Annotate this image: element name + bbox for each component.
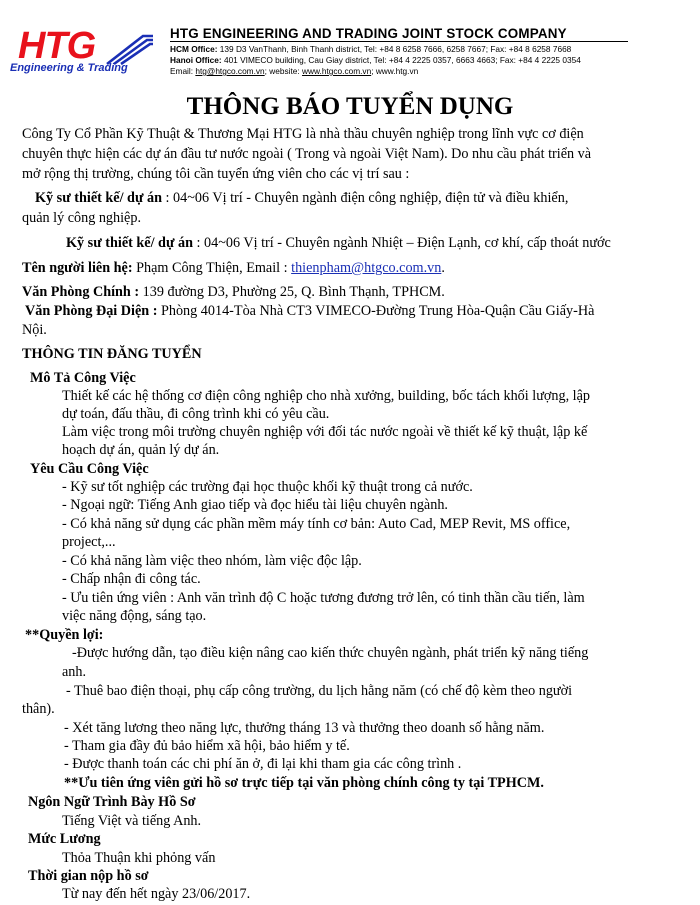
requirement-line: - Có khả năng làm việc theo nhóm, làm việc độc lập. xyxy=(62,553,362,569)
benefit-line: - Thuê bao điện thoại, phụ cấp công trường, du lịch hằng năm (có chế độ kèm theo người xyxy=(66,683,573,699)
contact-text: Phạm Công Thiện, Email : xyxy=(132,260,292,276)
benefit-line: - Được thanh toán các chi phí ăn ở, đi lại khi tham gia các công trình . xyxy=(64,756,462,772)
salary-heading: Mức Lương xyxy=(28,831,101,847)
contact-line xyxy=(22,260,445,277)
contact-label: Tên người liên hệ: xyxy=(22,260,133,276)
priority-note: **Ưu tiên ứng viên gửi hồ sơ trực tiếp tại văn phòng chính công ty tại TPHCM. xyxy=(64,775,544,791)
position-2-role: Kỹ sư thiết kế/ dự án xyxy=(66,235,193,251)
language-heading: Ngôn Ngữ Trình Bày Hồ Sơ xyxy=(28,794,196,810)
hanoi-office-line xyxy=(170,55,581,65)
logo-stripes-icon xyxy=(103,30,153,66)
intro-line-1: Công Ty Cổ Phần Kỹ Thuật & Thương Mại HTG là nhà thầu chuyên nghiệp trong lĩnh vực cơ điện xyxy=(22,126,584,142)
page-title: THÔNG BÁO TUYỂN DỤNG xyxy=(186,93,514,120)
hanoi-office-label: Hanoi Office: xyxy=(170,55,222,65)
requirements-heading: Yêu Cầu Công Việc xyxy=(30,461,149,477)
salary-text: Thỏa Thuận khi phỏng vấn xyxy=(62,850,216,866)
intro-line-2: chuyên thực hiện các dự án đầu tư nước ngoài ( Trong và ngoài Việt Nam). Do nhu cầu phát triển và xyxy=(22,146,592,162)
benefit-line: - Tham gia đầy đủ bảo hiểm xã hội, bảo hiểm y tế. xyxy=(64,738,350,754)
company-name: HTG ENGINEERING AND TRADING JOINT STOCK COMPANY xyxy=(170,26,567,41)
website-link[interactable]: www.htgco.com.vn xyxy=(302,66,372,76)
intro-line-3: mở rộng thị trường, chúng tôi cần tuyển ứng viên cho các vị trí sau : xyxy=(22,166,410,182)
main-office-label: Văn Phòng Chính : xyxy=(22,284,140,300)
deadline-heading: Thời gian nộp hồ sơ xyxy=(28,868,149,884)
logo-subtitle: Engineering & Trading xyxy=(10,62,128,74)
requirement-line: - Ưu tiên ứng viên : Anh văn trình độ C hoặc tương đương trở lên, có tinh thần cầu tiến, làm xyxy=(62,590,585,606)
requirement-line: - Chấp nhận đi công tác. xyxy=(62,571,201,587)
contact-end: . xyxy=(441,260,445,276)
position-1-role: Kỹ sư thiết kế/ dự án xyxy=(35,190,162,206)
hcm-office-label: HCM Office: xyxy=(170,44,218,54)
rep-office-text: Phòng 4014-Tòa Nhà CT3 VIMECO-Đường Trung Hòa-Quận Cầu Giấy-Hà xyxy=(157,303,595,319)
header-rule xyxy=(170,41,628,42)
rep-office-line xyxy=(25,303,594,320)
main-office-line xyxy=(22,284,445,301)
position-1-desc: : 04~06 Vị trí - Chuyên ngành điện công nghiệp, điện tử và điều khiển, xyxy=(162,190,569,206)
position-1-cont: quản lý công nghiệp. xyxy=(22,210,141,226)
position-1 xyxy=(35,190,568,207)
contact-web-line xyxy=(170,66,418,76)
contact-email-link[interactable]: thienpham@htgco.com.vn xyxy=(291,260,442,276)
hanoi-office-text: 401 VIMECO building, Cau Giay district, Tel: +84 4 2225 0357, 6663 4663; Fax: +84 4 2225 0354 xyxy=(223,55,581,65)
requirement-line: - Ngoại ngữ: Tiếng Anh giao tiếp và đọc hiểu tài liệu chuyên ngành. xyxy=(62,497,448,513)
job-desc-heading: Mô Tả Công Việc xyxy=(30,370,136,386)
section-title: THÔNG TIN ĐĂNG TUYỂN xyxy=(22,346,202,362)
requirement-line: - Có khả năng sử dụng các phần mềm máy tính cơ bản: Auto Cad, MEP Revit, MS office, xyxy=(62,516,571,532)
job-desc-line: Thiết kế các hệ thống cơ điện công nghiệp cho nhà xưởng, building, bốc tách khối lượng, lập xyxy=(62,388,591,404)
deadline-text: Từ nay đến hết ngày 23/06/2017. xyxy=(62,886,251,902)
email-label: Email: xyxy=(170,66,196,76)
language-text: Tiếng Việt và tiếng Anh. xyxy=(62,813,202,829)
job-desc-line: Làm việc trong môi trường chuyên nghiệp với đối tác nước ngoài về thiết kế kỹ thuật, lập kế xyxy=(62,424,588,440)
job-desc-line: dự toán, đấu thầu, đi công trình khi có yêu cầu. xyxy=(62,406,330,422)
benefit-line: anh. xyxy=(62,664,87,680)
website-label: ; website: xyxy=(264,66,303,76)
position-2 xyxy=(66,235,611,252)
requirement-line: project,... xyxy=(62,534,116,550)
benefit-line: - Xét tăng lương theo năng lực, thưởng tháng 13 và thưởng theo doanh số hằng năm. xyxy=(64,720,545,736)
requirement-line: - Kỹ sư tốt nghiệp các trường đại học thuộc khối kỹ thuật trong cả nước. xyxy=(62,479,473,495)
letterhead xyxy=(0,0,700,85)
company-logo xyxy=(8,26,156,74)
benefits-heading: **Quyền lợi: xyxy=(25,627,104,643)
main-office-text: 139 đường D3, Phường 25, Q. Bình Thạnh, TPHCM. xyxy=(139,284,445,300)
rep-office-line-2: Nội. xyxy=(22,322,47,338)
header-email-link[interactable]: htg@htgco.com.vn xyxy=(195,66,265,76)
position-2-desc: : 04~06 Vị trí - Chuyên ngành Nhiệt – Điện Lạnh, cơ khí, cấp thoát nước xyxy=(193,235,611,251)
logo-text: HTG xyxy=(18,25,96,67)
benefit-line: thân). xyxy=(22,701,55,717)
benefit-line: -Được hướng dẫn, tạo điều kiện nâng cao kiến thức chuyên ngành, phát triển kỹ năng tiếng xyxy=(72,645,589,661)
hcm-office-text: 139 D3 VanThanh, Binh Thanh district, Tel: +84 8 6258 7666, 6258 7667; Fax: +84 8 6258 7668 xyxy=(219,44,572,54)
job-desc-line: hoạch dự án, quản lý dự án. xyxy=(62,442,220,458)
requirement-line: việc năng động, sáng tạo. xyxy=(62,608,207,624)
website2-link[interactable]: ; www.htg.vn xyxy=(371,66,419,76)
hcm-office-line xyxy=(170,44,571,54)
rep-office-label: Văn Phòng Đại Diện : xyxy=(25,303,158,319)
